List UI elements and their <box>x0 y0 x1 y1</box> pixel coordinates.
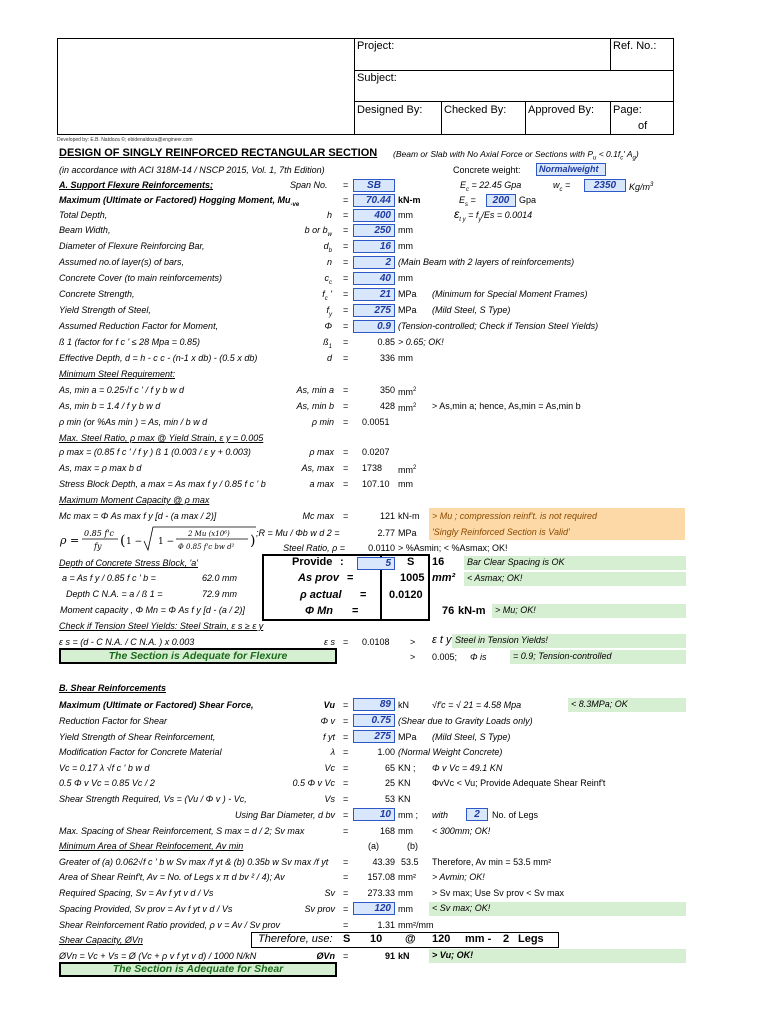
subject-label: Subject: <box>357 72 397 84</box>
es-value: 0.0108 <box>362 637 390 647</box>
svprov-note: < Sv max; OK! <box>429 902 686 916</box>
av-eq: = <box>343 872 349 882</box>
asminb-value: 428 <box>379 401 395 411</box>
fyt-unit: MPa <box>398 732 417 742</box>
dbv-label: Using Bar Diameter, d bv <box>234 810 335 820</box>
eff-depth-eq: = <box>343 353 349 363</box>
phi-eq: = <box>343 321 349 331</box>
cna-label: Depth C N.A. = a / ß 1 = <box>66 589 163 599</box>
with-label: with <box>432 810 449 820</box>
a-value: 62.0 mm <box>202 573 238 583</box>
vc-unit: KN ; <box>398 763 416 773</box>
rhomax-sym: ρ max <box>309 447 334 457</box>
fc-eq: = <box>343 289 349 299</box>
asminb-unit: $mm^2$ <box>398 403 417 413</box>
project-label: Project: <box>357 40 395 52</box>
lambda-label: Modification Factor for Concrete Material <box>59 747 222 757</box>
checked-by-label: Checked By: <box>444 104 507 116</box>
lambda-sym: λ <box>330 747 335 757</box>
concrete-weight-label: Concrete weight: <box>453 165 521 175</box>
svg-text:1 −: 1 − <box>126 537 143 547</box>
asmina-eq: = <box>343 385 349 395</box>
bar-diameter-label: Diameter of Flexure Reinforcing Bar, <box>59 241 205 251</box>
lambda-note: (Normal Weight Concrete) <box>398 747 503 757</box>
vn-unit: kN <box>398 951 410 961</box>
use-mm: mm - <box>465 933 492 945</box>
sqrt-fc-readout: √f'c = √ 21 = 4.58 Mpa <box>432 700 522 710</box>
fyt-note: (Mild Steel, S Type) <box>432 732 511 742</box>
vc-sym: Vc <box>324 763 335 773</box>
use-spacing: 120 <box>432 933 451 945</box>
beta1-value: 0.85 <box>377 337 395 347</box>
total-depth-unit: mm <box>398 210 413 220</box>
tension-controlled-note: = 0.9; Tension-controlled <box>510 650 686 664</box>
es-gt: > <box>410 637 416 647</box>
asprov-unit: mm² <box>432 572 456 584</box>
vs-sym: Vs <box>324 794 335 804</box>
beta1-eq: = <box>343 337 349 347</box>
amax-sym: a max <box>309 479 334 489</box>
beam-width-unit: mm <box>398 225 413 235</box>
dbv-eq: = <box>343 810 349 820</box>
phimn-note: > Mu; OK! <box>492 604 686 618</box>
concrete-weight-input[interactable]: Normalweight <box>536 163 606 176</box>
cna-value: 72.9 mm <box>202 589 238 599</box>
provide-label: Provide <box>292 556 333 568</box>
cover-sym: $c_c$ <box>324 273 332 286</box>
header-divider <box>441 101 442 135</box>
fy-input[interactable]: 275 <box>353 304 395 317</box>
phiv-input[interactable]: 0.75 <box>353 714 395 727</box>
header-divider <box>355 101 674 102</box>
mu-unit: kN-m <box>398 195 421 205</box>
vu-label: Maximum (Ultimate or Factored) Shear Force, <box>59 700 254 710</box>
beta1-sym: $ß_1$ <box>323 337 332 350</box>
svprov-input[interactable]: 120 <box>353 902 395 915</box>
r-note: 'Singly Reinforced Section is Valid' <box>429 524 685 540</box>
title-note: (Beam or Slab with No Axial Force or Sections with $P_u < 0.1f_c'$ $A_g$) <box>393 149 639 162</box>
beta1-note: > 0.65; OK! <box>398 337 444 347</box>
svg-text:(: ( <box>120 533 126 549</box>
a-label: a = As f y / 0.85 f c ' b = <box>62 573 156 583</box>
rhomax-value: 0.0207 <box>362 447 390 457</box>
layers-label: Assumed no.of layer(s) of bars, <box>59 257 185 267</box>
rhomin-eq: = <box>343 417 349 427</box>
asprov-note: < Asmax; OK! <box>464 572 686 586</box>
asminb-sym: As, min b <box>296 401 334 411</box>
vc-eq: = <box>343 763 349 773</box>
asprov-eq: = <box>347 572 354 584</box>
svg-text:fy: fy <box>94 542 102 551</box>
mcmax-note: > Mu ; compression reinf't. is not required <box>429 508 685 524</box>
sv-eq: = <box>343 888 349 898</box>
tc-gt: > <box>410 652 416 662</box>
legs-label: No. of Legs <box>492 810 539 820</box>
tc-phi: Φ is <box>470 652 487 662</box>
mu-input[interactable]: 70.44 <box>353 194 395 207</box>
fc-sym: $f_c$ ' <box>322 289 332 302</box>
use-dia: 10 <box>370 933 383 945</box>
fc-unit: MPa <box>398 289 417 299</box>
col-a-label: (a) <box>368 841 379 851</box>
av-value: 157.08 <box>367 872 395 882</box>
es-label: $E_s$ = <box>459 195 476 208</box>
eff-depth-label: Effective Depth, d = h - c c - (n-1 x db) - (0.5 x db) <box>59 353 258 363</box>
avmin-label: Greater of (a) 0.062√f c ' b w Sv max /f yt & (b) 0.35b w Sv max /f yt <box>59 857 329 867</box>
fyt-label: Yield Strength of Shear Reinforcement, <box>59 732 216 742</box>
ratio-eq: = <box>343 920 349 930</box>
halfvc-note: ΦvVc < Vu; Provide Adequate Shear Reinf't <box>432 778 606 788</box>
lambda-value: 1.00 <box>377 747 395 757</box>
steel-yields-note: Steel in Tension Yields! <box>452 634 686 648</box>
fc-note: (Minimum for Special Moment Frames) <box>432 289 588 299</box>
span-eq: = <box>343 180 349 190</box>
r-label: ;R = Mu / Φb w d 2 = <box>256 528 340 538</box>
phi-input[interactable]: 0.9 <box>353 320 395 333</box>
svg-text:1 −: 1 − <box>158 537 175 547</box>
asminb-eq: = <box>343 401 349 411</box>
phimn-value: 76 <box>442 605 455 617</box>
sv-note: > Sv max; Use Sv prov < Sv max <box>432 888 565 898</box>
svmax-note: < 300mm; OK! <box>432 826 491 836</box>
halfvc-unit: KN <box>398 778 411 788</box>
vs-unit: KN <box>398 794 411 804</box>
fy-sym: $f_y$ <box>326 305 332 318</box>
es-input[interactable]: 200 <box>486 194 516 207</box>
approved-by-label: Approved By: <box>528 104 595 116</box>
page-title: DESIGN OF SINGLY REINFORCED RECTANGULAR SECTION <box>59 147 378 159</box>
layers-eq: = <box>343 257 349 267</box>
mu-eq: = <box>343 195 349 205</box>
use-legs: 2 <box>503 933 510 945</box>
fy-label: Yield Strength of Steel, <box>59 305 151 315</box>
section-b-heading: B. Shear Reinforcements <box>59 683 167 693</box>
designed-by-label: Designed By: <box>357 104 423 116</box>
yield-heading: Check if Tension Steel Yields: Steel Strain, ε s ≥ ε y <box>59 621 264 631</box>
svprov-eq: = <box>343 904 349 914</box>
phiv-sym: Φ v <box>320 716 335 726</box>
cover-eq: = <box>343 273 349 283</box>
header-blank-box <box>57 38 355 135</box>
svmax-eq: = <box>343 826 349 836</box>
spacing-ok-note: Bar Clear Spacing is OK <box>464 556 686 570</box>
vs-eq: = <box>343 794 349 804</box>
bar-diameter-sym: $d_b$ <box>323 241 332 254</box>
use-legs-label: Legs <box>518 933 544 945</box>
steel-ratio-label: Steel Ratio, ρ = <box>283 543 345 553</box>
fc-input[interactable]: 21 <box>353 288 395 301</box>
asmina-unit: $mm^2$ <box>398 387 417 397</box>
halfvc-eq: = <box>343 778 349 788</box>
depth-heading: Depth of Concrete Stress Block, 'a' <box>59 558 198 568</box>
wc-input[interactable]: 2350 <box>584 179 626 192</box>
vn-eq: = <box>343 951 349 961</box>
svprov-sym: Sv prov <box>304 904 335 914</box>
developer-credit: Developed by: E.B. Natdoza ©; ebidenaldoza@engineer.com <box>57 137 193 143</box>
halfvc-label: 0.5 Φ v Vc = 0.85 Vc / 2 <box>59 778 155 788</box>
vu-sym: Vu <box>323 700 335 710</box>
provide-colon: : <box>340 556 344 568</box>
asmax-label: As, max = ρ max b d <box>59 463 142 473</box>
beam-width-eq: = <box>343 225 349 235</box>
vs-value: 53 <box>384 794 395 804</box>
rhomin-value: 0.0051 <box>362 417 390 427</box>
av-note: > Avmin; OK! <box>432 872 485 882</box>
asminb-label: As, min b = 1.4 / f y b w d <box>59 401 161 411</box>
phimn-label: Φ Mn <box>305 605 333 617</box>
use-at: @ <box>405 933 416 945</box>
amax-unit: mm <box>398 479 413 489</box>
cover-input[interactable]: 40 <box>353 272 395 285</box>
eff-depth-value: 336 <box>379 353 395 363</box>
phiv-eq: = <box>343 716 349 726</box>
mcmax-sym: Mc max <box>302 511 334 521</box>
amax-value: 107.10 <box>362 479 390 489</box>
amax-eq: = <box>343 479 349 489</box>
svg-text:): ) <box>250 533 256 549</box>
eff-depth-unit: mm <box>398 353 413 363</box>
asmax-eq: = <box>343 463 349 473</box>
vs-label: Shear Strength Required, Vs = (Vu / Φ v ) - Vc, <box>59 794 247 804</box>
legs-input[interactable]: 2 <box>466 808 488 821</box>
phimn-unit: kN-m <box>458 605 486 617</box>
asmax-value: 1738 <box>362 463 383 473</box>
beam-width-label: Beam Width, <box>59 225 111 235</box>
beam-width-input[interactable]: 250 <box>353 224 395 237</box>
rhomin-sym: ρ min <box>311 417 334 427</box>
mcap-heading: Maximum Moment Capacity @ ρ max <box>59 495 210 505</box>
vu-unit: kN <box>398 700 409 710</box>
steel-ratio-note: > %Asmin; < %Asmax; OK! <box>398 543 508 553</box>
sv-value: 273.33 <box>367 888 395 898</box>
asmina-label: As, min a = 0.25√f c ' / f y b w d <box>59 385 184 395</box>
es-unit: Gpa <box>519 195 537 205</box>
moment-capacity-label: Moment capacity , Φ Mn = Φ As f y [d - (a / 2)] <box>60 605 245 615</box>
adequate-shear-banner: The Section is Adequate for Shear <box>59 962 337 977</box>
svmax-value: 168 <box>379 826 395 836</box>
beta1-label: ß 1 (factor for f c ' ≤ 28 Mpa = 0.85) <box>59 337 200 347</box>
cover-unit: mm <box>398 273 413 283</box>
svprov-unit: mm <box>398 904 413 914</box>
phivc-readout: Φ v Vc = 49.1 KN <box>432 763 503 773</box>
provide-count-input[interactable]: 5 <box>357 557 395 570</box>
asmina-sym: As, min a <box>296 385 334 395</box>
svprov-label: Spacing Provided, Sv prov = Av f yt v d / Vs <box>59 904 233 914</box>
vn-value: 91 <box>384 951 395 961</box>
page-label: Page: <box>613 104 642 116</box>
vc-label: Vc = 0.17 λ √f c ' b w d <box>59 763 150 773</box>
header-divider <box>610 38 611 70</box>
ratio-label: Shear Reinforcement Ratio provided, ρ v = Av / Sv prov <box>59 920 281 930</box>
rho-actual-eq: = <box>360 589 367 601</box>
dbv-input[interactable]: 10 <box>353 808 395 821</box>
total-depth-eq: = <box>343 210 349 220</box>
av-unit: mm² <box>398 872 416 882</box>
bar-diameter-unit: mm <box>398 241 413 251</box>
tc-value: 0.005; <box>432 652 458 662</box>
avmin-a-value: 43.39 <box>372 857 395 867</box>
avmin-therefore: Therefore, Av min = 53.5 mm² <box>432 857 552 867</box>
therefore-label: Therefore, use: <box>258 933 333 945</box>
phi-label: Assumed Reduction Factor for Moment, <box>59 321 219 331</box>
mcmax-unit: kN-m <box>398 511 420 521</box>
halfvc-sym: 0.5 Φ v Vc <box>292 778 335 788</box>
ratio-unit: mm²/mm <box>398 920 434 930</box>
sqrt-fc-note: < 8.3MPa; OK <box>568 698 686 712</box>
adequate-flexure-banner: The Section is Adequate for Flexure <box>59 648 337 664</box>
vn-sym: ØVn <box>316 951 335 961</box>
sv-sym: Sv <box>324 888 335 898</box>
ratio-value: 1.31 <box>377 920 395 930</box>
phiv-label: Reduction Factor for Shear <box>59 716 168 726</box>
min-steel-heading: Minimum Steel Requirement: <box>59 369 176 379</box>
phimn-eq: = <box>352 605 359 617</box>
r-value: 2.77 <box>377 528 395 538</box>
fy-unit: MPa <box>398 305 417 315</box>
vn-note: > Vu; OK! <box>429 949 686 963</box>
header-divider <box>525 101 526 135</box>
svg-text:2 Mu (x10⁶): 2 Mu (x10⁶) <box>188 530 230 538</box>
ec-readout: $E_c = 22.45$ Gpa <box>460 180 522 193</box>
asmin-note: > As,min a; hence, As,min = As,min b <box>432 401 581 411</box>
vc-value: 65 <box>384 763 395 773</box>
wc-label: $w_c$ = <box>553 180 571 193</box>
dbv-unit: mm ; <box>398 810 418 820</box>
fyt-input[interactable]: 275 <box>353 730 395 743</box>
mcmax-eq: = <box>343 511 349 521</box>
layers-input[interactable]: 2 <box>353 256 395 269</box>
asprov-value: 1005 <box>400 572 425 584</box>
rho-actual-value: 0.0120 <box>389 589 423 601</box>
asmax-unit: $mm^2$ <box>398 465 417 475</box>
mcmax-label: Mc max = Φ As max f y [d - (a max / 2)] <box>59 511 217 521</box>
col-b-label: (b) <box>407 841 418 851</box>
sv-unit: mm <box>398 888 413 898</box>
r-unit: MPa <box>398 528 417 538</box>
wc-unit: $Kg/m^3$ <box>629 182 654 192</box>
ref-no-label: Ref. No.: <box>613 40 657 52</box>
svmax-unit: mm <box>398 826 413 836</box>
layers-note: (Main Beam with 2 layers of reinforcements) <box>398 257 575 267</box>
fc-label: Concrete Strength, <box>59 289 135 299</box>
phi-sym: Φ <box>324 321 332 331</box>
page-of-label: of <box>638 120 648 132</box>
svg-text:ρ =: ρ = <box>60 534 80 547</box>
ety-label: ε t y <box>432 634 452 646</box>
eff-depth-sym: d <box>326 353 332 363</box>
svg-text:Φ 0.85 f'c bw d²: Φ 0.85 f'c bw d² <box>178 543 235 551</box>
avmin-b-value: 53.5 <box>401 857 419 867</box>
fy-note: (Mild Steel, S Type) <box>432 305 511 315</box>
vn-label: ØVn = Vc + Vs = Ø (Vc + ρ v f yt v d) / 1000 N/kN <box>59 951 257 961</box>
halfvc-value: 25 <box>384 778 395 788</box>
svg-text:0.85 f'c: 0.85 f'c <box>84 529 114 538</box>
header-divider <box>610 101 611 135</box>
steel-ratio-value: 0.0110 <box>368 543 395 553</box>
header-divider <box>355 70 674 71</box>
total-depth-sym: h <box>326 210 332 220</box>
rho-actual-label: ρ actual <box>300 589 342 601</box>
rhomax-eq: = <box>343 447 349 457</box>
avmin-heading: Minimum Area of Shear Reinfocement, Av min <box>59 841 244 851</box>
bar-diameter-input[interactable]: 16 <box>353 240 395 253</box>
provide-dia: 16 <box>432 556 445 568</box>
use-s: S <box>343 933 351 945</box>
mcmax-value: 121 <box>379 511 395 521</box>
svmax-label: Max. Spacing of Shear Reinforcement, S max = d / 2; Sv max <box>59 826 305 836</box>
code-reference: (in accordance with ACI 318M-14 / NSCP 2015, Vol. 1, 7th Edition) <box>59 165 325 175</box>
fyt-eq: = <box>343 732 349 742</box>
span-input[interactable]: SB <box>353 179 395 192</box>
layers-sym: n <box>326 257 332 267</box>
lambda-eq: = <box>343 747 349 757</box>
amax-label: Stress Block Depth, a max = As max f y / 0.85 f c ' b <box>59 479 266 489</box>
shear-capacity-heading: Shear Capacity, ØVn <box>59 935 143 945</box>
section-a-heading: A. Support Flexure Reinforcements; <box>59 180 214 190</box>
phi-note: (Tension-controlled; Check if Tension Steel Yields) <box>398 321 599 331</box>
av-label: Area of Shear Reinf't, Av = No. of Legs x π d bv ² / 4); Av <box>59 872 285 882</box>
beam-width-sym: b or $b_w$ <box>304 225 332 238</box>
ety-readout: $\varepsilon_{t y} = f_y/Es = 0.0014$ <box>454 207 533 223</box>
es-eq2: = <box>343 637 349 647</box>
provide-s: S <box>407 556 415 568</box>
mu-label: Maximum (Ultimate or Factored) Hogging Moment, $Mu_{-ve}$ <box>59 195 300 208</box>
es-formula: ε s = (d - C N.A. / C N.A. ) x 0.003 <box>59 637 195 647</box>
span-label: Span No. <box>290 180 328 190</box>
fy-eq: = <box>343 305 349 315</box>
total-depth-input[interactable]: 400 <box>353 209 395 222</box>
rhomax-label: ρ max = (0.85 f c ' / f y ) ß 1 (0.003 / ε y + 0.003) <box>59 447 251 457</box>
cover-label: Concrete Cover (to main reinforcements) <box>59 273 223 283</box>
phiv-note: (Shear due to Gravity Loads only) <box>398 716 533 726</box>
total-depth-label: Total Depth, <box>59 210 108 220</box>
vu-eq: = <box>343 700 349 710</box>
asprov-label: As prov <box>298 572 339 584</box>
asmina-value: 350 <box>379 385 395 395</box>
avmin-eq: = <box>343 857 349 867</box>
rho-formula-graphic <box>58 524 258 556</box>
vu-input[interactable]: 89 <box>353 698 395 711</box>
bar-diameter-eq: = <box>343 241 349 251</box>
es-sym: ε s <box>324 637 335 647</box>
asmax-sym: As, max <box>301 463 334 473</box>
max-steel-heading: Max. Steel Ratio, ρ max @ Yield Strain, ε y = 0.005 <box>59 433 264 443</box>
rhomin-label: ρ min (or %As min ) = As, min / b w d <box>59 417 208 427</box>
fyt-sym: f yt <box>322 732 335 742</box>
sv-label: Required Spacing, Sv = Av f yt v d / Vs <box>59 888 214 898</box>
